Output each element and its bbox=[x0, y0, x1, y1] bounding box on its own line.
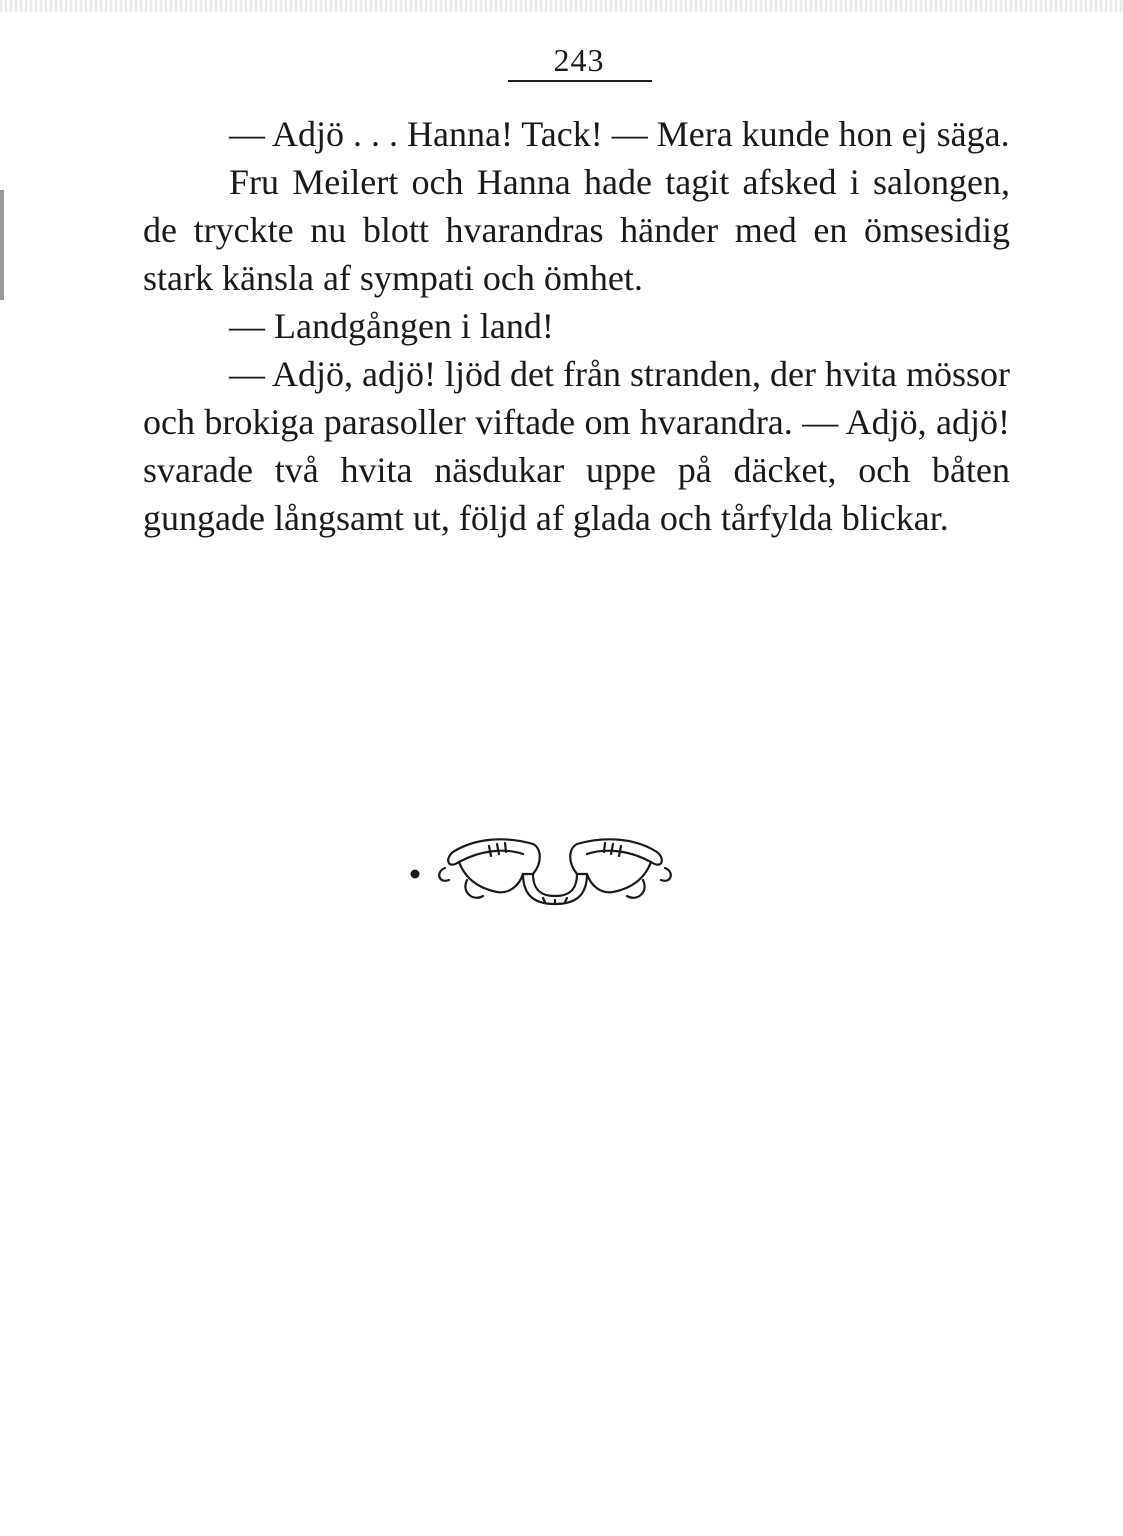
paragraph: — Landgången i land! bbox=[229, 306, 554, 346]
paragraph: — Adjö . . . Hanna! Tack! — Mera kunde hon ej säga. bbox=[229, 114, 1010, 154]
ribbon-scroll-ornament-icon bbox=[405, 822, 705, 914]
page-number-rule bbox=[508, 80, 652, 82]
paragraph: — Adjö, adjö! ljöd det från stranden, der hvita mössor och brokiga parasoller viftade om hvarandra. — Adjö, adjö! svarade två hvita näsdukar uppe på däcket, och båten gungade långsamt ut, följd af glada och tårfylda blickar. bbox=[143, 354, 1010, 538]
page-number: 243 bbox=[553, 42, 605, 78]
page-binding-mark bbox=[0, 190, 4, 300]
paragraph: Fru Meilert och Hanna hade tagit afsked i salongen, de tryckte nu blott hvarandras händer med en ömsesidig stark känsla af sympati och ömhet. bbox=[143, 162, 1010, 298]
body-text bbox=[143, 110, 1010, 542]
page-top-edge bbox=[0, 0, 1123, 12]
